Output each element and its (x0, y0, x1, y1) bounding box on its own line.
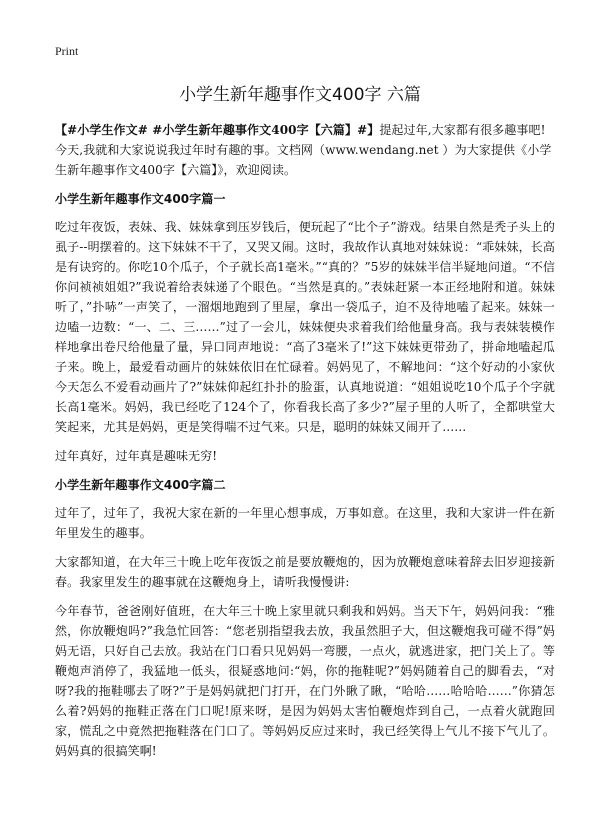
intro-paragraph (55, 120, 555, 180)
intro-tags: 【#小学生作文# #小学生新年趣事作文400字【六篇】#】 (55, 123, 380, 137)
intro-text: 提起过年,大家都有很多趣事吧!今天,我就和大家说说我过年时有趣的事。文档网（www.wendang.net ）为大家提供《小学生新年趣事作文400字【六篇】》，欢迎阅读。 (55, 123, 552, 177)
section-heading: 小学生新年趣事作文400字篇一 (55, 192, 226, 206)
section-1 (55, 189, 555, 466)
section-paragraph: 今年春节，爸爸刚好值班，在大年三十晚上家里就只剩我和妈妈。当天下午，妈妈问我：“雅然，你放鞭炮吗?”我急忙回答：“您老别指望我去放，我虽然胆子大，但这鞭炮我可碰不得”妈妈无语，只好自己去放。我站在门口看只见妈妈一弯腰，一点火，就逃进家，把门关上了。等鞭炮声消停了，我猛地一低头，很疑惑地问:“妈，你的拖鞋呢?”妈妈随着自己的脚看去，“对呀?我的拖鞋哪去了呀?”于是妈妈就把门打开，在门外瞅了瞅，“哈哈……哈哈哈……”你猜怎么着?妈妈的拖鞋正落在门口呢!原来呀，是因为妈妈太害怕鞭炮炸到自己，一点着火就跑回家，慌乱之中竟然把拖鞋落在门口了。等妈妈反应过来时，我已经笑得上气儿不接下气儿了。妈妈真的很搞笑啊! (55, 604, 555, 758)
section-paragraph: 大家都知道，在大年三十晚上吃年夜饭之前是要放鞭炮的，因为放鞭炮意味着辞去旧岁迎接新春。我家里发生的趣事就在这鞭炮身上，请听我慢慢讲: (55, 555, 555, 589)
document-body (55, 120, 555, 770)
section-heading: 小学生新年趣事作文400字篇二 (55, 478, 226, 492)
section-paragraph: 吃过年夜饭，表妹、我、妹妹拿到压岁钱后，便玩起了“比个子”游戏。结果自然是秃子头上的虱子--明摆着的。这下妹妹不干了，又哭又闹。这时，我故作认真地对妹妹说：“乖妹妹，长高是有诀窍的。你吃10个瓜子，个子就长高1毫米。”“真的？”5岁的妹妹半信半疑地问道。“不信你问祯祯姐姐?”我说着给表妹递了个眼色。“当然是真的。”表妹赶紧一本正经地附和道。妹妹听了，”扑哧”一声笑了，一溜烟地跑到了里屋，拿出一袋瓜子，迫不及待地嗑了起来。妹妹一边嗑一边数：“一、二、三……”过了一会儿，妹妹便央求着我们给他量身高。我与表妹装模作样地拿出卷尺给他量了量，异口同声地说：“高了3毫米了!”这下妹妹更带劲了，拼命地嗑起瓜子来。晚上，最爱看动画片的妹妹依旧在忙碌着。妈妈见了，不解地问：“这个好动的小家伙今天怎么不爱看动画片了?”妹妹仰起红扑扑的脸蛋，认真地说道：“姐姐说吃10个瓜子个字就长高1毫米。妈妈，我已经吃了124个了，你看我长高了多少?”屋子里的人听了，全都哄堂大笑起来，尤其是妈妈，更是笑得喘不过气来。只是，聪明的妹妹又闹开了…… (55, 220, 555, 434)
print-link[interactable]: Print (55, 44, 79, 58)
document-title: 小学生新年趣事作文400字 六篇 (179, 85, 421, 105)
section-paragraph: 过年了，过年了，我祝大家在新的一年里心想事成，万事如意。在这里，我和大家讲一件在新年里发生的趣事。 (55, 506, 555, 540)
section-2 (55, 475, 555, 761)
section-paragraph: 过年真好，过年真是趣味无穷! (55, 449, 218, 463)
